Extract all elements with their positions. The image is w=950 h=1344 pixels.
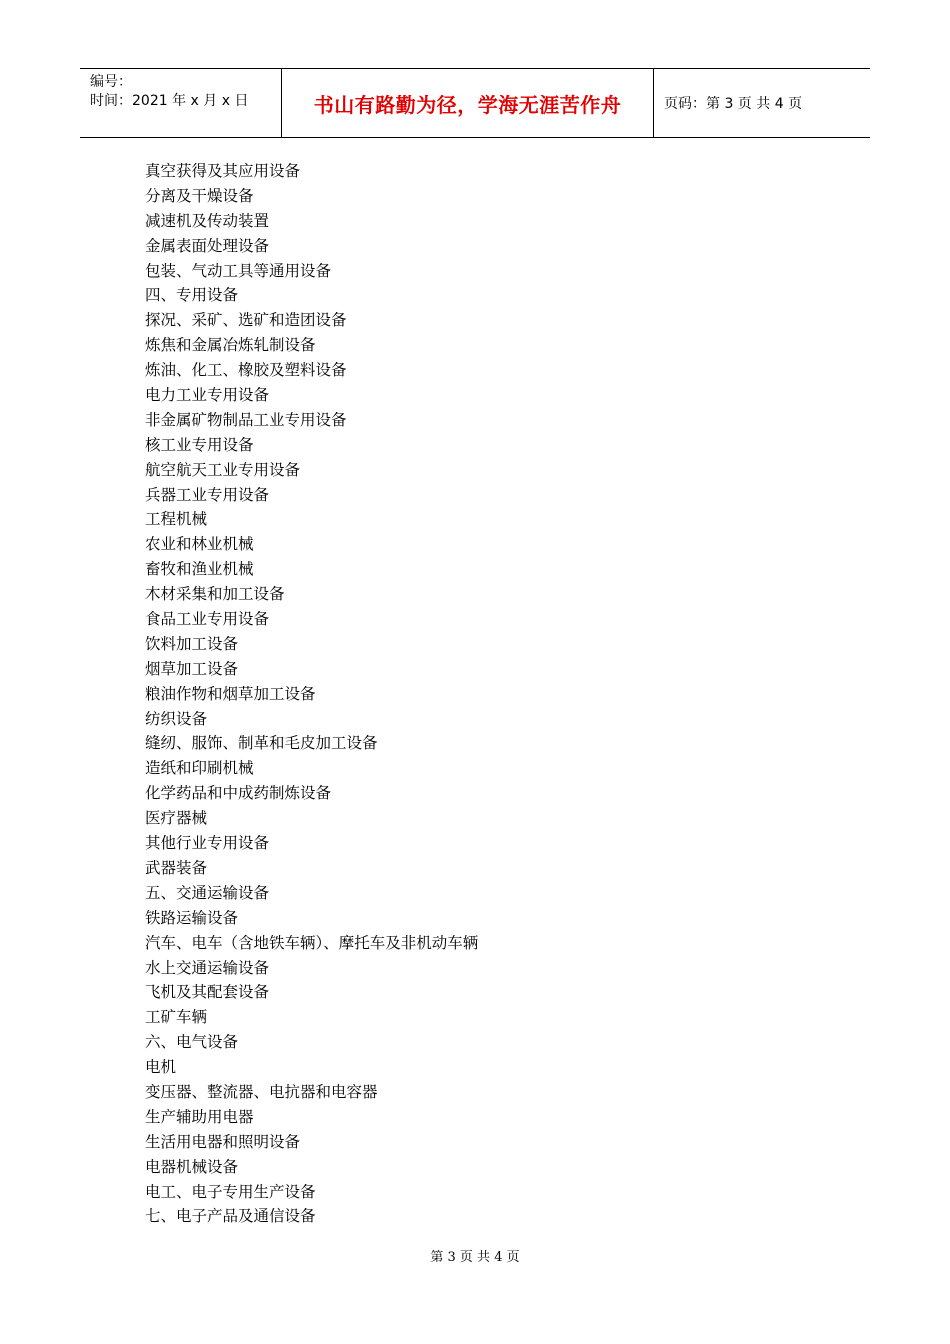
list-item: 核工业专用设备	[145, 435, 254, 454]
list-item: 生产辅助用电器	[145, 1107, 254, 1126]
list-item: 粮油作物和烟草加工设备	[145, 684, 316, 703]
list-item: 减速机及传动装置	[145, 211, 270, 230]
header-slogan: 书山有路勤为径，学海无涯苦作舟	[282, 69, 654, 137]
list-item: 电力工业专用设备	[145, 386, 270, 405]
list-item: 造纸和印刷机械	[145, 759, 254, 778]
list-item: 七、电子产品及通信设备	[145, 1207, 316, 1226]
list-item: 炼油、化工、橡胶及塑料设备	[145, 361, 347, 380]
list-item: 畜牧和渔业机械	[145, 560, 254, 579]
list-item: 缝纫、服饰、制革和毛皮加工设备	[145, 734, 378, 753]
list-item: 电机	[145, 1058, 177, 1077]
list-item: 铁路运输设备	[145, 908, 239, 927]
page-header	[80, 68, 870, 138]
list-item: 六、电气设备	[145, 1033, 239, 1052]
header-page-info: 页码：第 3 页 共 4 页	[664, 96, 803, 112]
list-item: 变压器、整流器、电抗器和电容器	[145, 1082, 378, 1101]
footer-page-number: 第 3 页 共 4 页	[430, 1250, 520, 1265]
list-item: 烟草加工设备	[145, 659, 239, 678]
list-item: 分离及干燥设备	[145, 186, 254, 205]
list-item: 生活用电器和照明设备	[145, 1132, 301, 1151]
page-footer	[0, 1246, 950, 1265]
list-item: 医疗器械	[145, 809, 208, 828]
list-item: 五、交通运输设备	[145, 883, 270, 902]
list-item: 饮料加工设备	[145, 634, 239, 653]
list-item: 兵器工业专用设备	[145, 485, 270, 504]
list-item: 电工、电子专用生产设备	[145, 1182, 316, 1201]
document-body	[145, 159, 795, 1229]
list-item: 武器装备	[145, 858, 208, 877]
list-item: 其他行业专用设备	[145, 834, 270, 853]
list-item: 非金属矿物制品工业专用设备	[145, 410, 347, 429]
header-meta	[80, 69, 282, 137]
list-item: 航空航天工业专用设备	[145, 460, 301, 479]
list-item: 炼焦和金属冶炼轧制设备	[145, 336, 316, 355]
list-item: 工矿车辆	[145, 1008, 208, 1027]
list-item: 真空获得及其应用设备	[145, 162, 301, 180]
list-item: 纺织设备	[145, 709, 208, 728]
list-item: 电器机械设备	[145, 1157, 239, 1176]
list-item: 农业和林业机械	[145, 535, 254, 554]
list-item: 四、专用设备	[145, 286, 239, 305]
list-item: 食品工业专用设备	[145, 610, 270, 629]
document-number-label: 编号：	[90, 74, 132, 90]
document-date-label: 时间：2021 年 x 月 x 日	[90, 93, 249, 109]
list-item: 包装、气动工具等通用设备	[145, 261, 332, 280]
list-item: 化学药品和中成药制炼设备	[145, 784, 332, 803]
list-item: 汽车、电车（含地铁车辆）、摩托车及非机动车辆	[145, 933, 479, 952]
list-item: 金属表面处理设备	[145, 236, 270, 255]
list-item: 飞机及其配套设备	[145, 983, 270, 1002]
list-item: 水上交通运输设备	[145, 958, 270, 977]
list-item: 工程机械	[145, 510, 208, 529]
list-item: 探况、采矿、选矿和造团设备	[145, 311, 347, 330]
list-item: 木材采集和加工设备	[145, 585, 285, 604]
